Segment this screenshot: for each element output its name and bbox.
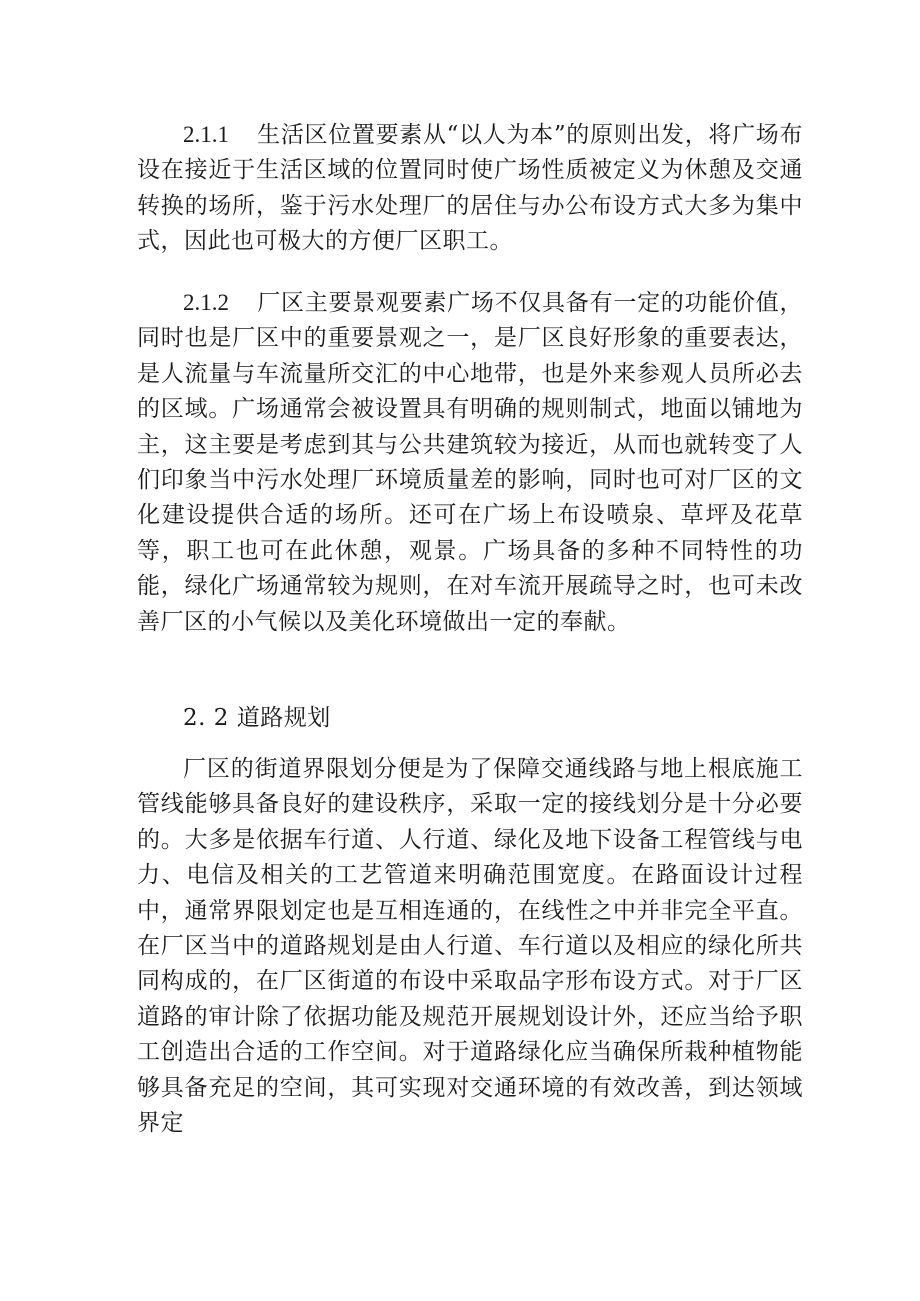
paragraph-2-1-1 [137,117,803,260]
section-number: 2.1.2 [183,290,229,315]
paragraph-text: 厂区主要景观要素广场不仅具备有一定的功能价值，同时也是厂区中的重要景观之一，是厂区良好形象的重要表达，是人流量与车流量所交汇的中心地带，也是外来参观人员所必去的区域。广场通常会被设置具有明确的规则制式，地面以铺地为主，这主要是考虑到其与公共建筑较为接近，从而也就转变了人们印象当中污水处理厂环境质量差的影响，同时也可对厂区的文化建设提供合适的场所。还可在广场上布设喷泉、草坪及花草等，职工也可在此休憩，观景。广场具备的多种不同特性的功能，绿化广场通常较为规则，在对车流开展疏导之时，也可未改善厂区的小气候以及美化环境做出一定的奉献。 [137,290,803,635]
paragraph-2-1-2 [137,285,803,640]
paragraph-road-planning: 厂区的街道界限划分便是为了保障交通线路与地上根底施工管线能够具备良好的建设秩序，采取一定的接线划分是十分必要的。大多是依据车行道、人行道、绿化及地下设备工程管线与电力、电信及相关的工艺管道来明确范围宽度。在路面设计过程中，通常界限划定也是互相连通的，在线性之中并非完全平直。在厂区当中的道路规划是由人行道、车行道以及相应的绿化所共同构成的，在厂区街道的布设中采取品字形布设方式。对于厂区道路的审计除了依据功能及规范开展规划设计外，还应当给予职工创造出合适的工作空间。对于道路绿化应当确保所栽种植物能够具备充足的空间，其可实现对交通环境的有效改善，到达领域界定 [137,756,803,1137]
section-number: 2.1.1 [183,122,229,147]
section-heading: 2. 2 道路规划 [183,705,331,731]
paragraph-text: 生活区位置要素从“以人为本”的原则出发，将广场布设在接近于生活区域的位置同时使广场性质被定义为休憩及交通转换的场所，鉴于污水处理厂的居住与办公布设方式大多为集中式，因此也可极大的方便厂区职工。 [137,122,803,255]
